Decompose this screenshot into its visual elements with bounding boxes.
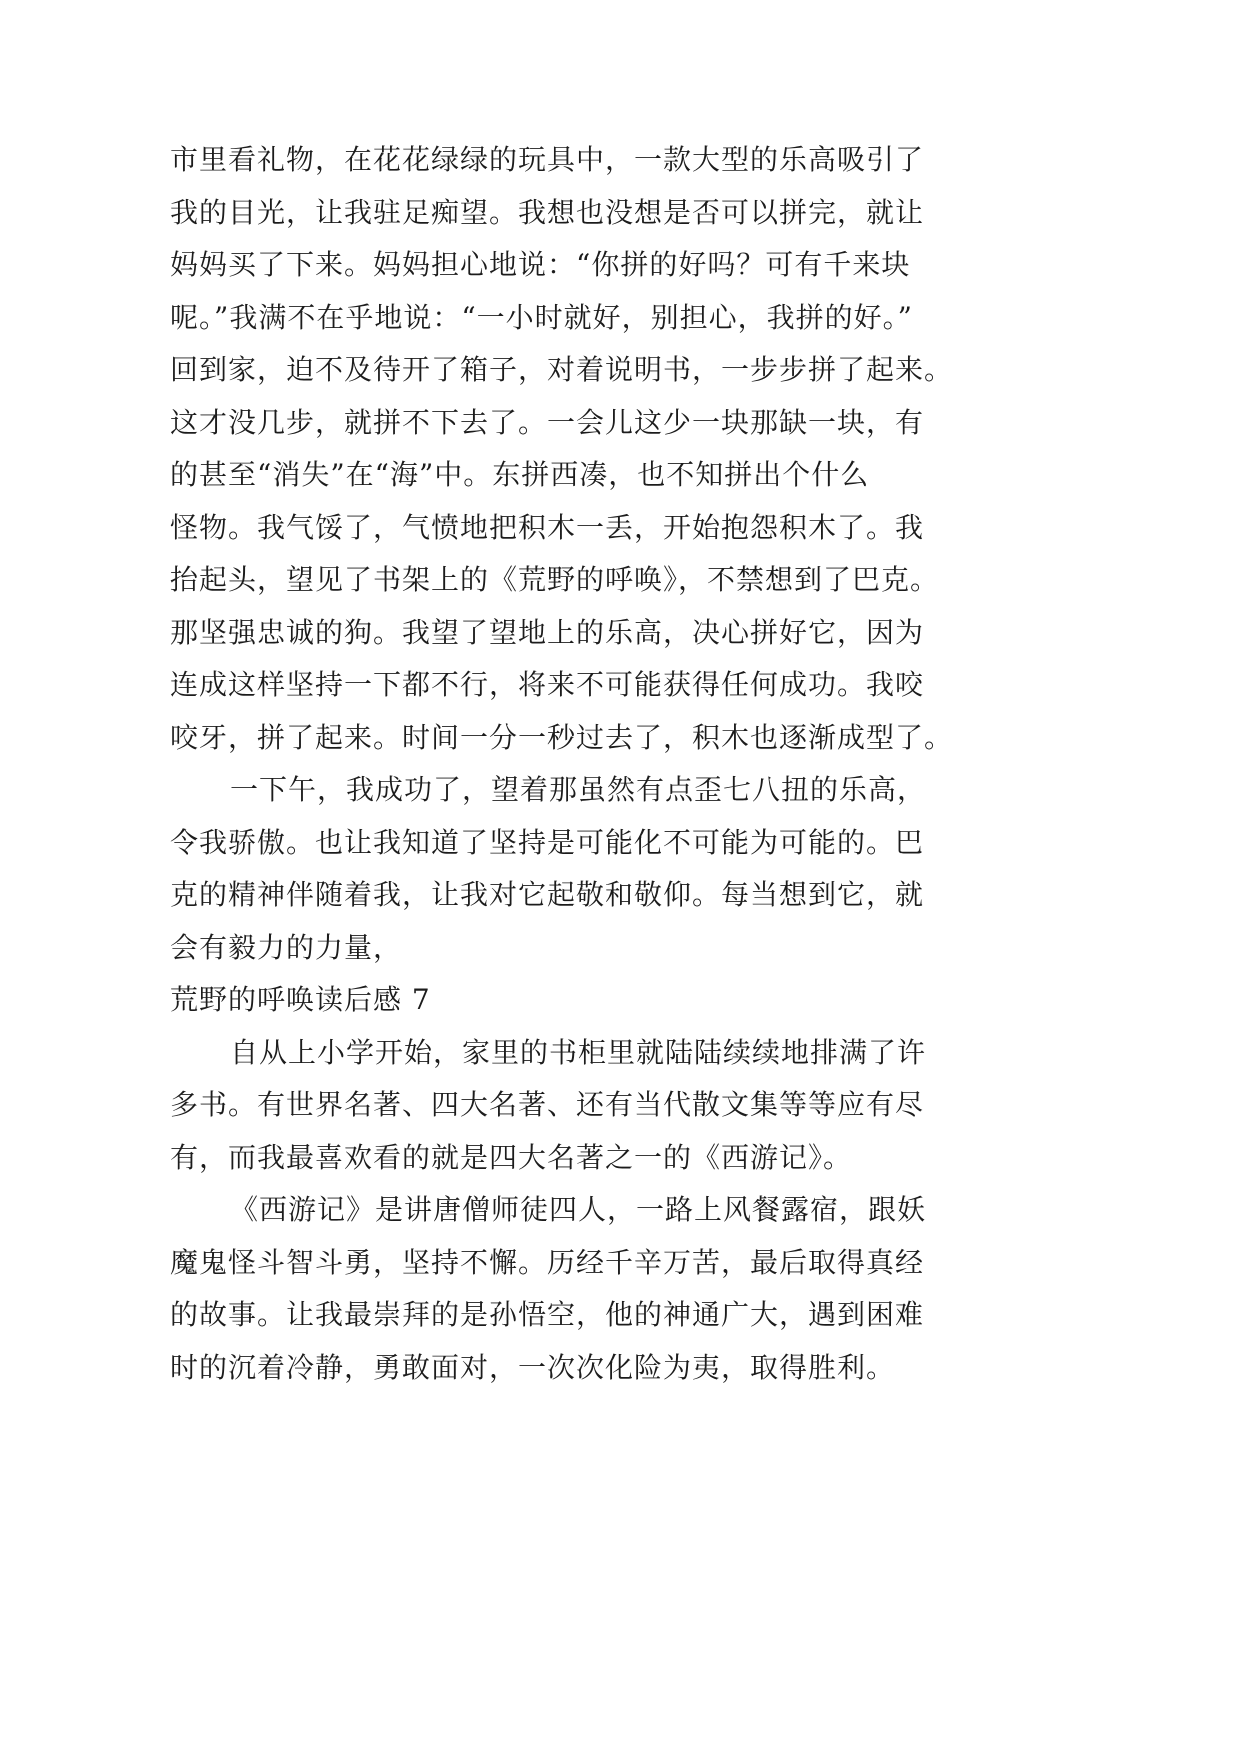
text-line: 一下午，我成功了，望着那虽然有点歪七八扭的乐高， — [230, 773, 927, 806]
text-line: 连成这样坚持一下都不行，将来不可能获得任何成功。我咬 — [170, 668, 925, 701]
text-line: 魔鬼怪斗智斗勇，坚持不懈。历经千辛万苦，最后取得真经 — [170, 1245, 925, 1279]
text-line: 的故事。让我最崇拜的是孙悟空，他的神通广大，遇到困难 — [170, 1298, 925, 1331]
text-line: 这才没几步，就拼不下去了。一会儿这少一块那缺一块，有 — [170, 405, 925, 439]
text-line: 有，而我最喜欢看的就是四大名著之一的《西游记》。 — [170, 1140, 853, 1174]
paragraph-bookshelf — [170, 1027, 1070, 1185]
text-line: 呢。”我满不在乎地说：“一小时就好，别担心，我拼的好。” — [170, 300, 913, 334]
document-page — [170, 134, 1070, 1394]
paragraph-journey-west — [170, 1184, 1070, 1394]
text-line: 克的精神伴随着我，让我对它起敬和敬仰。每当想到它，就 — [170, 878, 925, 911]
text-line: 我的目光，让我驻足痴望。我想也没想是否可以拼完，就让 — [170, 195, 925, 229]
text-line: 咬牙，拼了起来。时间一分一秒过去了，积木也逐渐成型了。 — [170, 720, 954, 754]
text-line: 《西游记》是讲唐僧师徒四人，一路上风餐露宿，跟妖 — [230, 1193, 927, 1226]
text-line: 时的沉着冷静，勇敢面对，一次次化险为夷，取得胜利。 — [170, 1350, 896, 1384]
paragraph-lego-story — [170, 134, 1070, 764]
text-line: 的甚至“消失”在“海”中。东拼西凑，也不知拼出个什么 — [170, 458, 870, 491]
text-line: 会有毅力的力量， — [170, 930, 403, 964]
text-line: 令我骄傲。也让我知道了坚持是可能化不可能为可能的。巴 — [170, 825, 925, 859]
section-heading: 荒野的呼唤读后感 7 — [170, 983, 431, 1016]
text-line: 那坚强忠诚的狗。我望了望地上的乐高，决心拼好它，因为 — [170, 615, 925, 649]
text-line: 自从上小学开始，家里的书柜里就陆陆续续地排满了许 — [230, 1035, 927, 1069]
text-line: 回到家，迫不及待开了箱子，对着说明书，一步步拼了起来。 — [170, 353, 954, 386]
text-line: 抬起头，望见了书架上的《荒野的呼唤》，不禁想到了巴克。 — [170, 563, 940, 596]
text-line: 怪物。我气馁了，气愤地把积木一丢，开始抱怨积木了。我 — [170, 510, 925, 544]
text-line: 市里看礼物，在花花绿绿的玩具中，一款大型的乐高吸引了 — [170, 143, 925, 176]
text-line: 妈妈买了下来。妈妈担心地说：“你拼的好吗？可有千来块 — [170, 248, 911, 281]
text-line: 多书。有世界名著、四大名著、还有当代散文集等等应有尽 — [170, 1088, 925, 1121]
paragraph-success — [170, 764, 1070, 974]
